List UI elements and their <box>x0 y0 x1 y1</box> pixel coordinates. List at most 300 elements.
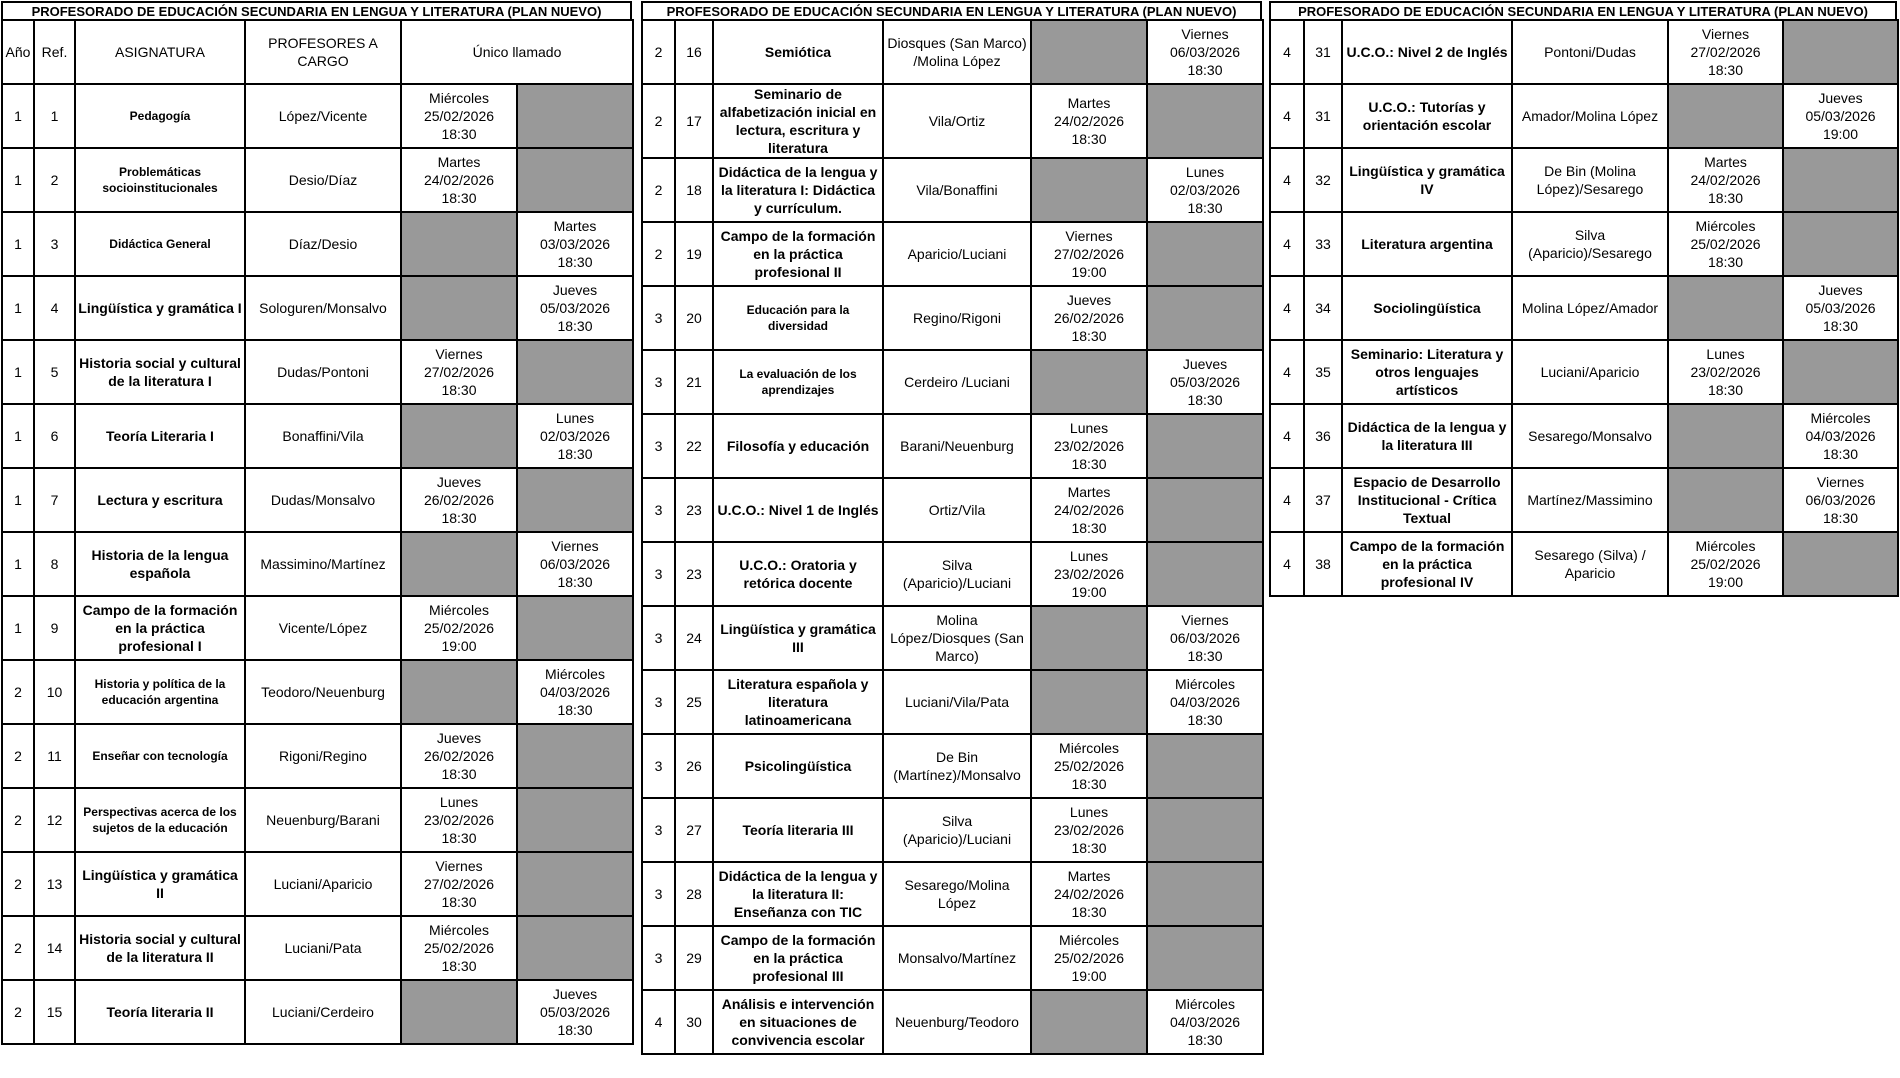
exam-day: Martes <box>437 154 481 170</box>
year-cell: 4 <box>1270 276 1304 340</box>
ref-cell: 21 <box>675 350 713 414</box>
ref-cell: 20 <box>675 286 713 350</box>
exam-day: Martes <box>1067 868 1111 884</box>
exam-day: Jueves <box>1818 90 1863 106</box>
ref-cell: 10 <box>34 660 75 724</box>
empty-slot-cell <box>517 340 633 404</box>
exam-day: Jueves <box>1818 282 1863 298</box>
ref-cell: 31 <box>1304 84 1342 148</box>
exam-time: 18:30 <box>1187 62 1223 78</box>
exam-day: Miércoles <box>545 666 605 682</box>
year-cell: 4 <box>1270 468 1304 532</box>
table-row <box>2 84 633 148</box>
exam-day: Lunes <box>439 794 479 810</box>
teachers-cell: Luciani/Vila/Pata <box>883 670 1031 734</box>
subject-cell: Didáctica de la lengua y la literatura I: Didáctica y currículum. <box>713 158 883 222</box>
exam-date: 25/02/2026 <box>1690 236 1761 252</box>
empty-slot-cell <box>517 596 633 660</box>
subject-cell: Campo de la formación en la práctica profesional III <box>713 926 883 990</box>
ref-cell: 4 <box>34 276 75 340</box>
exam-date-cell <box>1031 926 1147 990</box>
teachers-cell: Aparicio/Luciani <box>883 222 1031 286</box>
teachers-cell: Rigoni/Regino <box>245 724 401 788</box>
table-row <box>642 158 1263 222</box>
empty-slot-cell <box>517 468 633 532</box>
subject-cell: Perspectivas acerca de los sujetos de la educación <box>75 788 245 852</box>
ref-cell: 2 <box>34 148 75 212</box>
exam-day: Lunes <box>1069 804 1109 820</box>
subject-cell: Semiótica <box>713 20 883 84</box>
empty-slot-cell <box>1147 862 1263 926</box>
table-row <box>642 926 1263 990</box>
exam-date-cell <box>1668 340 1783 404</box>
table-row <box>642 350 1263 414</box>
exam-date-cell <box>1783 468 1898 532</box>
ref-cell: 25 <box>675 670 713 734</box>
ref-cell: 6 <box>34 404 75 468</box>
exam-time: 18:30 <box>557 702 593 718</box>
exam-time: 18:30 <box>1071 904 1107 920</box>
teachers-cell: Dudas/Monsalvo <box>245 468 401 532</box>
empty-slot-cell <box>1031 670 1147 734</box>
year-cell: 3 <box>642 734 675 798</box>
teachers-cell: Vicente/López <box>245 596 401 660</box>
exam-date-cell <box>517 276 633 340</box>
ref-cell: 36 <box>1304 404 1342 468</box>
exam-time: 18:30 <box>441 894 477 910</box>
table-row <box>2 276 633 340</box>
exam-time: 19:00 <box>1707 574 1744 590</box>
exam-date: 05/03/2026 <box>1805 108 1876 124</box>
exam-time: 18:30 <box>1187 200 1223 216</box>
exam-time: 18:30 <box>1707 254 1744 270</box>
year-cell: 1 <box>2 148 34 212</box>
exam-time: 19:00 <box>1071 968 1107 984</box>
exam-time: 18:30 <box>1187 392 1223 408</box>
empty-slot-cell <box>517 852 633 916</box>
ref-cell: 9 <box>34 596 75 660</box>
exam-date-cell <box>401 340 517 404</box>
subject-cell: Pedagogía <box>75 84 245 148</box>
year-cell: 4 <box>1270 404 1304 468</box>
exam-time: 18:30 <box>1822 446 1859 462</box>
subject-cell: Filosofía y educación <box>713 414 883 478</box>
teachers-cell: De Bin (Molina López)/Sesarego <box>1512 148 1668 212</box>
ref-cell: 16 <box>675 20 713 84</box>
table-row <box>2 724 633 788</box>
subject-cell: Seminario: Literatura y otros lenguajes artísticos <box>1342 340 1512 404</box>
teachers-cell: Sesarego/Monsalvo <box>1512 404 1668 468</box>
ref-cell: 38 <box>1304 532 1342 596</box>
exam-day: Lunes <box>1069 548 1109 564</box>
empty-slot-cell <box>1783 340 1898 404</box>
year-cell: 1 <box>2 84 34 148</box>
exam-time: 19:00 <box>441 638 477 654</box>
table-row <box>2 788 633 852</box>
year-cell: 3 <box>642 670 675 734</box>
table-row <box>1270 340 1898 404</box>
ref-cell: 11 <box>34 724 75 788</box>
exam-date: 27/02/2026 <box>1690 44 1761 60</box>
exam-time: 18:30 <box>1707 62 1744 78</box>
exam-date: 06/03/2026 <box>1169 44 1241 60</box>
empty-slot-cell <box>401 212 517 276</box>
exam-day: Viernes <box>1065 228 1113 244</box>
schedule-table <box>641 19 1264 1055</box>
year-cell: 3 <box>642 798 675 862</box>
teachers-cell: Pontoni/Dudas <box>1512 20 1668 84</box>
table-row <box>2 852 633 916</box>
ref-cell: 13 <box>34 852 75 916</box>
table-row <box>2 404 633 468</box>
ref-cell: 28 <box>675 862 713 926</box>
empty-slot-cell <box>401 404 517 468</box>
empty-slot-cell <box>1668 404 1783 468</box>
table-row <box>2 596 633 660</box>
year-cell: 4 <box>642 990 675 1054</box>
subject-cell: Teoría literaria III <box>713 798 883 862</box>
empty-slot-cell <box>1147 478 1263 542</box>
teachers-cell: De Bin (Martínez)/Monsalvo <box>883 734 1031 798</box>
teachers-cell: Martínez/Massimino <box>1512 468 1668 532</box>
exam-date-cell <box>401 724 517 788</box>
exam-date-cell <box>1147 990 1263 1054</box>
ref-cell: 5 <box>34 340 75 404</box>
exam-date: 04/03/2026 <box>1805 428 1876 444</box>
table-row <box>1270 404 1898 468</box>
teachers-cell: Sologuren/Monsalvo <box>245 276 401 340</box>
empty-slot-cell <box>401 276 517 340</box>
exam-day: Martes <box>553 218 597 234</box>
exam-day: Jueves <box>436 730 482 746</box>
exam-date: 27/02/2026 <box>1053 246 1125 262</box>
exam-date-cell <box>1031 798 1147 862</box>
empty-slot-cell <box>1147 414 1263 478</box>
exam-date-cell <box>517 980 633 1044</box>
teachers-cell: Molina López/Amador <box>1512 276 1668 340</box>
exam-date-cell <box>1031 478 1147 542</box>
table-row <box>642 670 1263 734</box>
exam-day: Viernes <box>1181 612 1229 628</box>
empty-slot-cell <box>1031 20 1147 84</box>
exam-date-cell <box>401 916 517 980</box>
subject-cell: U.C.O.: Oratoria y retórica docente <box>713 542 883 606</box>
subject-cell: Lectura y escritura <box>75 468 245 532</box>
ref-cell: 31 <box>1304 20 1342 84</box>
teachers-cell: Neuenburg/Teodoro <box>883 990 1031 1054</box>
year-cell: 2 <box>2 788 34 852</box>
table-row <box>2 340 633 404</box>
empty-slot-cell <box>1668 468 1783 532</box>
exam-date: 25/02/2026 <box>1690 556 1761 572</box>
exam-time: 18:30 <box>441 382 477 398</box>
empty-slot-cell <box>1147 542 1263 606</box>
exam-time: 18:30 <box>1707 382 1744 398</box>
table-row <box>642 798 1263 862</box>
exam-date-cell <box>401 788 517 852</box>
subject-cell: Lingüística y gramática I <box>75 276 245 340</box>
teachers-cell: Neuenburg/Barani <box>245 788 401 852</box>
teachers-cell: Luciani/Cerdeiro <box>245 980 401 1044</box>
empty-slot-cell <box>517 788 633 852</box>
exam-date-cell <box>401 468 517 532</box>
teachers-cell: Regino/Rigoni <box>883 286 1031 350</box>
year-cell: 3 <box>642 926 675 990</box>
table-row <box>1270 148 1898 212</box>
empty-slot-cell <box>1147 926 1263 990</box>
exam-day: Viernes <box>1181 26 1229 42</box>
table-row <box>2 212 633 276</box>
exam-date-cell <box>1783 404 1898 468</box>
schedule-panel-2 <box>641 1 1262 1055</box>
exam-date-cell <box>1147 350 1263 414</box>
exam-day: Lunes <box>1069 420 1109 436</box>
teachers-cell: Luciani/Aparicio <box>1512 340 1668 404</box>
table-row <box>1270 276 1898 340</box>
empty-slot-cell <box>1031 350 1147 414</box>
teachers-cell: Sesarego/Molina López <box>883 862 1031 926</box>
teachers-cell: Ortiz/Vila <box>883 478 1031 542</box>
exam-date: 05/03/2026 <box>539 1004 611 1020</box>
exam-time: 18:30 <box>441 766 477 782</box>
subject-cell: Historia y política de la educación argentina <box>75 660 245 724</box>
panel-title: PROFESORADO DE EDUCACIÓN SECUNDARIA EN LENGUA Y LITERATURA (PLAN NUEVO) <box>641 1 1262 19</box>
exam-date: 06/03/2026 <box>1805 492 1876 508</box>
year-cell: 1 <box>2 212 34 276</box>
exam-date-cell <box>401 148 517 212</box>
exam-day: Jueves <box>552 986 598 1002</box>
ref-cell: 19 <box>675 222 713 286</box>
exam-day: Jueves <box>1066 292 1112 308</box>
table-row <box>1270 84 1898 148</box>
ref-cell: 15 <box>34 980 75 1044</box>
table-row <box>642 478 1263 542</box>
table-row <box>2 660 633 724</box>
exam-time: 18:30 <box>1071 328 1107 344</box>
year-cell: 3 <box>642 542 675 606</box>
exam-date: 26/02/2026 <box>1053 310 1125 326</box>
year-cell: 4 <box>1270 340 1304 404</box>
empty-slot-cell <box>1147 286 1263 350</box>
empty-slot-cell <box>1668 84 1783 148</box>
exam-date: 25/02/2026 <box>1053 950 1125 966</box>
exam-day: Lunes <box>555 410 595 426</box>
table-row <box>1270 212 1898 276</box>
ref-cell: 26 <box>675 734 713 798</box>
exam-time: 18:30 <box>441 190 477 206</box>
year-cell: 1 <box>2 404 34 468</box>
exam-date: 25/02/2026 <box>423 108 495 124</box>
exam-date: 04/03/2026 <box>539 684 611 700</box>
exam-date-cell <box>1147 20 1263 84</box>
exam-day: Miércoles <box>429 602 489 618</box>
table-row <box>2 468 633 532</box>
year-cell: 3 <box>642 286 675 350</box>
exam-day: Jueves <box>552 282 598 298</box>
exam-time: 18:30 <box>441 830 477 846</box>
exam-day: Lunes <box>1185 164 1225 180</box>
empty-slot-cell <box>1031 158 1147 222</box>
header-call: Único llamado <box>401 20 633 84</box>
teachers-cell: López/Vicente <box>245 84 401 148</box>
subject-cell: Historia de la lengua española <box>75 532 245 596</box>
teachers-cell: Amador/Molina López <box>1512 84 1668 148</box>
exam-date-cell <box>1668 148 1783 212</box>
subject-cell: Problemáticas socioinstitucionales <box>75 148 245 212</box>
exam-time: 19:00 <box>1822 126 1859 142</box>
subject-cell: Lingüística y gramática IV <box>1342 148 1512 212</box>
exam-date: 26/02/2026 <box>423 492 495 508</box>
teachers-cell: Díaz/Desio <box>245 212 401 276</box>
exam-time: 18:30 <box>557 574 593 590</box>
exam-date: 06/03/2026 <box>1169 630 1241 646</box>
exam-time: 18:30 <box>1071 520 1107 536</box>
panel-title: PROFESORADO DE EDUCACIÓN SECUNDARIA EN LENGUA Y LITERATURA (PLAN NUEVO) <box>1 1 632 19</box>
panel-title: PROFESORADO DE EDUCACIÓN SECUNDARIA EN LENGUA Y LITERATURA (PLAN NUEVO) <box>1269 1 1897 19</box>
exam-date-cell <box>401 84 517 148</box>
exam-time: 18:30 <box>1822 318 1859 334</box>
ref-cell: 27 <box>675 798 713 862</box>
exam-date: 02/03/2026 <box>1169 182 1241 198</box>
exam-day: Viernes <box>435 346 483 362</box>
teachers-cell: Silva (Aparicio)/Luciani <box>883 542 1031 606</box>
exam-time: 18:30 <box>1187 1032 1223 1048</box>
exam-date: 23/02/2026 <box>1053 438 1125 454</box>
year-cell: 2 <box>642 84 675 158</box>
subject-cell: U.C.O.: Nivel 1 de Inglés <box>713 478 883 542</box>
header-subject: ASIGNATURA <box>75 20 245 84</box>
subject-cell: Literatura española y literatura latinoamericana <box>713 670 883 734</box>
table-row <box>2 916 633 980</box>
header-ref: Ref. <box>34 20 75 84</box>
ref-cell: 23 <box>675 542 713 606</box>
table-row <box>642 542 1263 606</box>
schedule-table <box>1 19 634 1045</box>
subject-cell: Educación para la diversidad <box>713 286 883 350</box>
table-row <box>642 990 1263 1054</box>
teachers-cell: Vila/Ortiz <box>883 84 1031 158</box>
empty-slot-cell <box>401 660 517 724</box>
exam-day: Viernes <box>1701 26 1750 42</box>
year-cell: 3 <box>642 862 675 926</box>
exam-time: 18:30 <box>1071 456 1107 472</box>
subject-cell: U.C.O.: Nivel 2 de Inglés <box>1342 20 1512 84</box>
exam-date: 24/02/2026 <box>1690 172 1761 188</box>
table-row <box>642 84 1263 158</box>
year-cell: 2 <box>2 724 34 788</box>
exam-time: 18:30 <box>557 1022 593 1038</box>
ref-cell: 35 <box>1304 340 1342 404</box>
exam-date-cell <box>1783 276 1898 340</box>
empty-slot-cell <box>1147 798 1263 862</box>
exam-time: 18:30 <box>441 510 477 526</box>
year-cell: 2 <box>2 916 34 980</box>
ref-cell: 34 <box>1304 276 1342 340</box>
subject-cell: Análisis e intervención en situaciones de convivencia escolar <box>713 990 883 1054</box>
year-cell: 2 <box>2 852 34 916</box>
ref-cell: 14 <box>34 916 75 980</box>
exam-time: 18:30 <box>1187 712 1223 728</box>
year-cell: 4 <box>1270 212 1304 276</box>
teachers-cell: Desio/Díaz <box>245 148 401 212</box>
subject-cell: Sociolingüística <box>1342 276 1512 340</box>
teachers-cell: Molina López/Diosques (San Marco) <box>883 606 1031 670</box>
table-row <box>2 148 633 212</box>
subject-cell: Didáctica de la lengua y la literatura II: Enseñanza con TIC <box>713 862 883 926</box>
exam-date: 23/02/2026 <box>1053 822 1125 838</box>
exam-date: 04/03/2026 <box>1169 1014 1241 1030</box>
empty-slot-cell <box>1147 222 1263 286</box>
table-row <box>642 862 1263 926</box>
exam-date-cell <box>517 660 633 724</box>
exam-date-cell <box>517 532 633 596</box>
year-cell: 4 <box>1270 532 1304 596</box>
empty-slot-cell <box>1031 990 1147 1054</box>
schedule-panel-3 <box>1269 1 1897 597</box>
subject-cell: Seminario de alfabetización inicial en lectura, escritura y literatura <box>713 84 883 158</box>
table-row <box>2 980 633 1044</box>
ref-cell: 29 <box>675 926 713 990</box>
exam-time: 18:30 <box>557 254 593 270</box>
exam-date: 05/03/2026 <box>539 300 611 316</box>
subject-cell: Didáctica de la lengua y la literatura III <box>1342 404 1512 468</box>
table-row <box>1270 532 1898 596</box>
subject-cell: Historia social y cultural de la literatura I <box>75 340 245 404</box>
year-cell: 3 <box>642 478 675 542</box>
exam-day: Miércoles <box>429 922 489 938</box>
subject-cell: Lingüística y gramática III <box>713 606 883 670</box>
exam-time: 18:30 <box>1071 131 1107 147</box>
year-cell: 3 <box>642 350 675 414</box>
exam-date: 24/02/2026 <box>1053 502 1125 518</box>
table-row <box>2 532 633 596</box>
exam-time: 18:30 <box>441 958 477 974</box>
exam-date-cell <box>1668 20 1783 84</box>
empty-slot-cell <box>401 532 517 596</box>
empty-slot-cell <box>401 980 517 1044</box>
exam-day: Viernes <box>551 538 599 554</box>
exam-date: 06/03/2026 <box>539 556 611 572</box>
exam-day: Miércoles <box>1175 996 1235 1012</box>
ref-cell: 17 <box>675 84 713 158</box>
teachers-cell: Silva (Aparicio)/Sesarego <box>1512 212 1668 276</box>
exam-time: 18:30 <box>1187 648 1223 664</box>
empty-slot-cell <box>517 724 633 788</box>
subject-cell: La evaluación de los aprendizajes <box>713 350 883 414</box>
ref-cell: 24 <box>675 606 713 670</box>
subject-cell: Lingüística y gramática II <box>75 852 245 916</box>
empty-slot-cell <box>1783 212 1898 276</box>
exam-time: 18:30 <box>557 446 593 462</box>
exam-date: 27/02/2026 <box>423 364 495 380</box>
ref-cell: 1 <box>34 84 75 148</box>
year-cell: 2 <box>642 158 675 222</box>
exam-date-cell <box>1147 606 1263 670</box>
exam-day: Miércoles <box>1810 410 1871 426</box>
exam-date-cell <box>1031 542 1147 606</box>
ref-cell: 32 <box>1304 148 1342 212</box>
table-row <box>1270 20 1898 84</box>
exam-time: 18:30 <box>557 318 593 334</box>
exam-date: 23/02/2026 <box>1053 566 1125 582</box>
exam-date-cell <box>401 852 517 916</box>
table-row <box>642 20 1263 84</box>
teachers-cell: Silva (Aparicio)/Luciani <box>883 798 1031 862</box>
ref-cell: 30 <box>675 990 713 1054</box>
subject-cell: Espacio de Desarrollo Institucional - Crítica Textual <box>1342 468 1512 532</box>
exam-day: Miércoles <box>1695 218 1756 234</box>
year-cell: 1 <box>2 596 34 660</box>
